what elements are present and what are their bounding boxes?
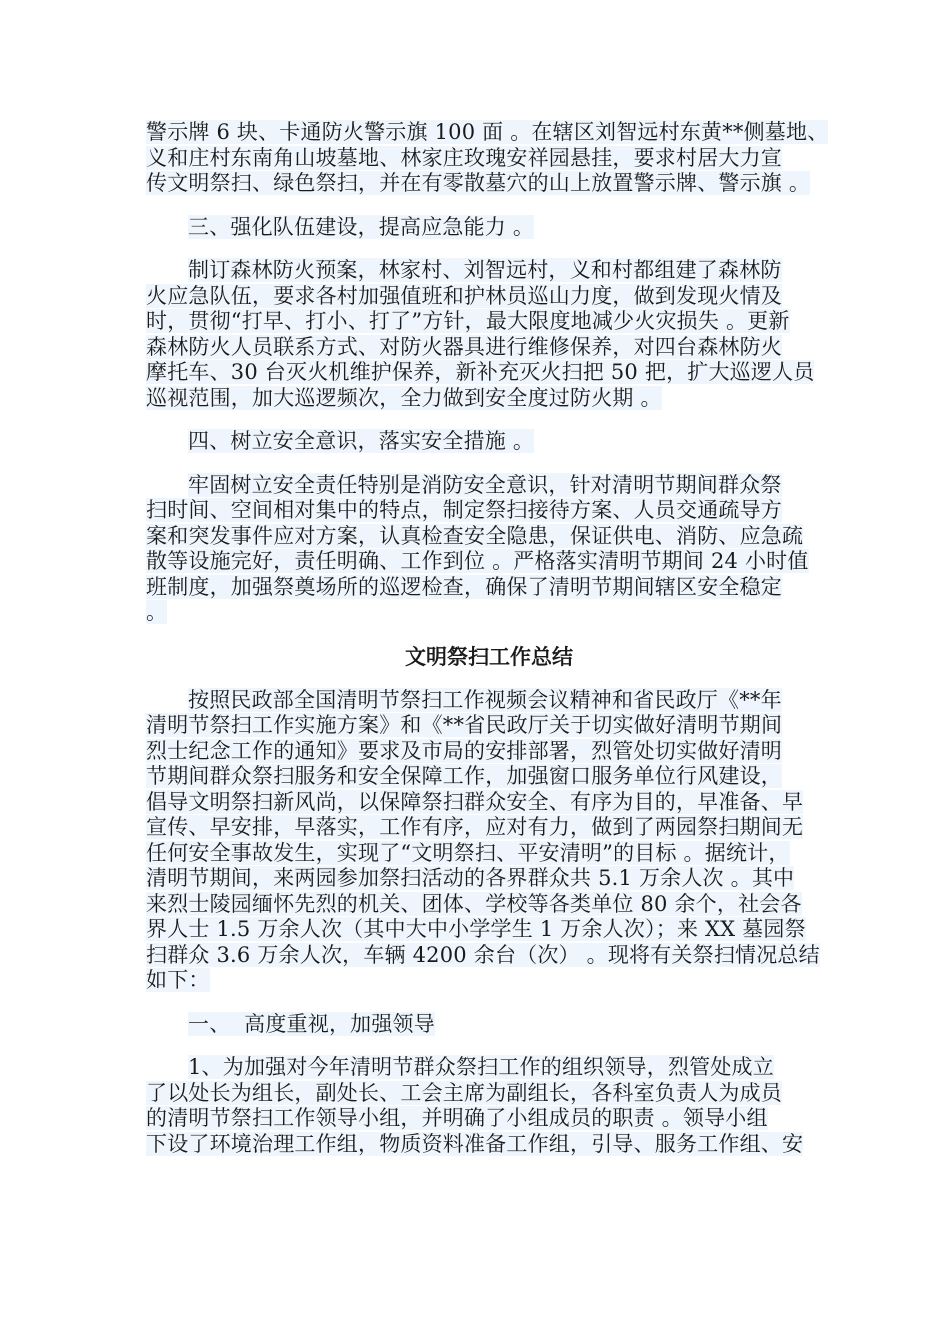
text-line: 摩托车、30 台灭火机维护保养，新补充灭火扫把 50 把，扩大巡逻人员 [146, 360, 815, 384]
text-line: 森林防火人员联系方式、对防火器具进行维修保养，对四台森林防火 [146, 334, 782, 359]
paragraph-safety-measures [146, 473, 832, 626]
text-line: 的清明节祭扫工作领导小组，并明确了小组成员的职责 。领导小组 [146, 1106, 768, 1130]
text-line: 扫群众 3.6 万余人次，车辆 4200 余台（次） 。现将有关祭扫情况总结 [146, 942, 820, 967]
text-line: 清明节祭扫工作实施方案》和《**省民政厅关于切实做好清明节期间 [146, 713, 783, 737]
text-line: 传文明祭扫、绿色祭扫，并在有零散墓穴的山上放置警示牌、警示旗 。 [146, 171, 811, 195]
text-line: 牢固树立安全责任特别是消防安全意识，针对清明节期间群众祭 [188, 472, 782, 497]
text-line: 清明节期间，来两园参加祭扫活动的各界群众共 5.1 万余人次 。其中 [146, 866, 795, 890]
section-heading-1: 一、 高度重视，加强领导 [188, 1011, 435, 1036]
text-line: 案和突发事件应对方案，认真检查安全隐患，保证供电、消防、应急疏 [146, 523, 804, 548]
text-line: 了以处长为组长，副处长、工会主席为副组长，各科室负责人为成员 [146, 1080, 782, 1105]
paragraph-fire-signage [146, 120, 832, 197]
text-line: 1、为加强对今年清明节群众祭扫工作的组织领导，烈管处成立 [188, 1055, 774, 1079]
text-line: 时，贯彻“打早、打小、打了”方针，最大限度地减少火灾损失 。更新 [146, 309, 790, 333]
paragraph-emergency-team [146, 258, 832, 411]
text-line: 按照民政部全国清明节祭扫工作视频会议精神和省民政厅《**年 [188, 687, 782, 712]
text-line: 节期间群众祭扫服务和安全保障工作，加强窗口服务单位行风建设， [146, 764, 782, 788]
paragraph-summary-intro [146, 688, 832, 994]
text-line: 任何安全事故发生，实现了“文明祭扫、平安清明”的目标 。据统计， [146, 840, 790, 865]
text-line: 散等设施完好，责任明确、工作到位 。严格落实清明节期间 24 小时值 [146, 549, 809, 573]
text-line: 扫时间、空间相对集中的特点，制定祭扫接待方案、人员交通疏导方 [146, 498, 782, 522]
section-heading-3: 三、强化队伍建设，提高应急能力 。 [188, 214, 535, 239]
text-line: 来烈士陵园缅怀先烈的机关、团体、学校等各类单位 80 余个，社会各 [146, 891, 802, 916]
paragraph-leadership [146, 1055, 832, 1157]
document-title: 文明祭扫工作总结 [405, 644, 573, 669]
text-line: 界人士 1.5 万余人次（其中大中小学学生 1 万余人次）；来 XX 墓园祭 [146, 917, 806, 941]
text-line: 火应急队伍，要求各村加强值班和护林员巡山力度，做到发现火情及 [146, 283, 782, 308]
text-line: 义和庄村东南角山坡墓地、林家庄玫瑰安祥园悬挂，要求村居大力宣 [146, 145, 782, 170]
text-line: 倡导文明祭扫新风尚，以保障祭扫群众安全、有序为目的，早准备、早 [146, 789, 804, 814]
text-line: 巡视范围，加大巡逻频次，全力做到安全度过防火期 。 [146, 385, 662, 410]
document-page [146, 120, 832, 1157]
text-line: 烈士纪念工作的通知》要求及市局的安排部署，烈管处切实做好清明 [146, 738, 782, 763]
text-line: 下设了环境治理工作组，物质资料准备工作组，引导、服务工作组、安 [146, 1131, 804, 1156]
text-line: 如下： [146, 968, 210, 992]
text-line: 制订森林防火预案，林家村、刘智远村，义和村都组建了森林防 [188, 258, 782, 282]
text-line: 班制度，加强祭奠场所的巡逻检查，确保了清明节期间辖区安全稳定 [146, 574, 782, 599]
text-line: 警示牌 6 块、卡通防火警示旗 100 面 。在辖区刘智远村东黄**侧墓地、 [146, 120, 829, 144]
text-line: 。 [146, 600, 168, 624]
text-line: 宣传、早安排，早落实，工作有序，应对有力，做到了两园祭扫期间无 [146, 815, 804, 839]
section-heading-4: 四、树立安全意识，落实安全措施 。 [188, 429, 535, 453]
